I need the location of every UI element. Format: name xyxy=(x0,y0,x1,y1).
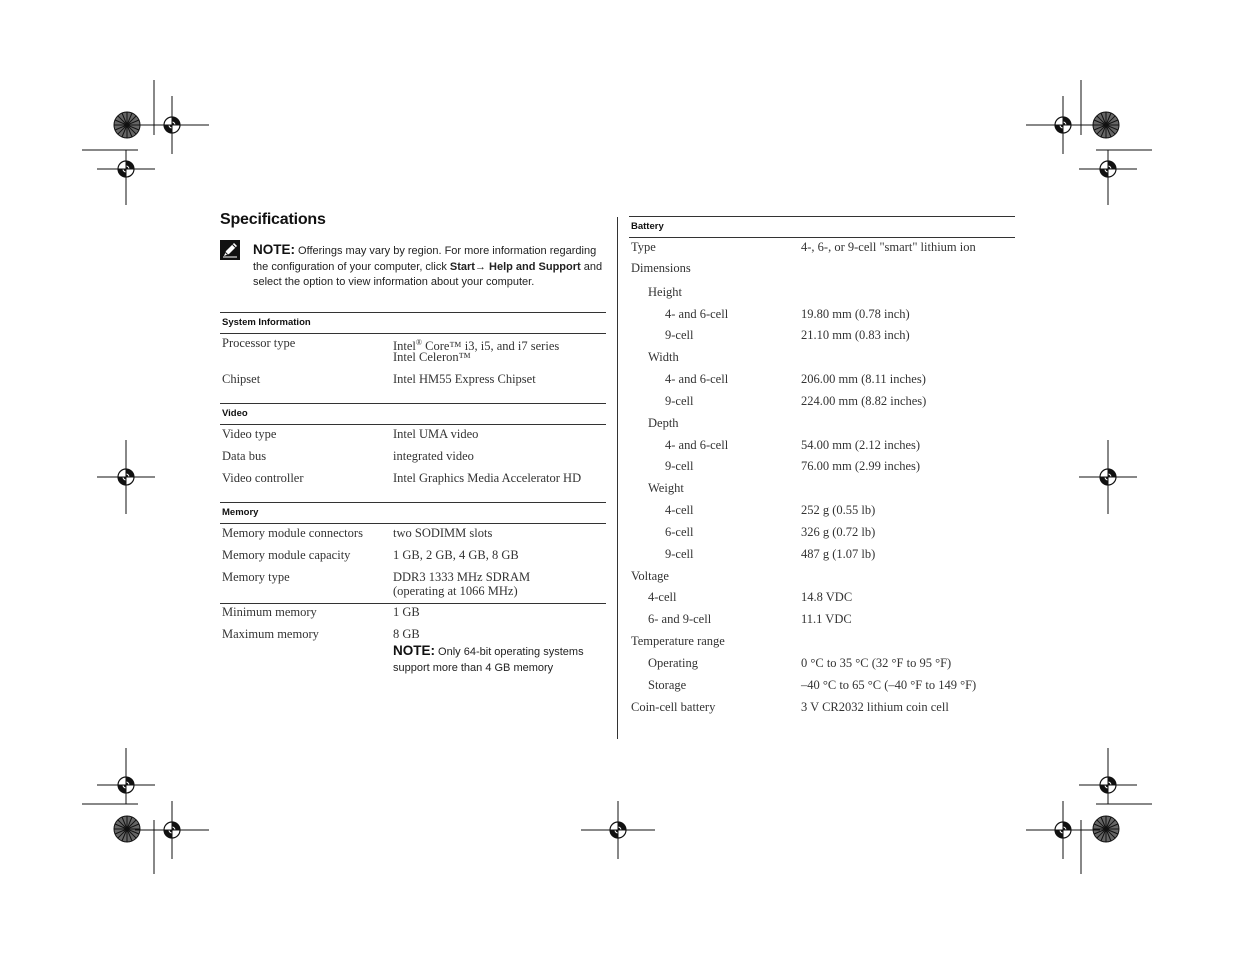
start-menu-ref: Start xyxy=(449,260,475,273)
battery-type-value: 4-, 6-, or 9-cell "smart" lithium ion xyxy=(801,240,976,254)
note-label: NOTE: xyxy=(393,643,435,658)
coin-cell-battery-label: Coin-cell battery xyxy=(631,700,716,714)
voltage-69-value: 11.1 VDC xyxy=(801,612,852,626)
depth-label: Depth xyxy=(648,416,679,430)
maximum-memory-label: Maximum memory xyxy=(222,627,319,641)
memory-type-value: DDR3 1333 MHz SDRAM xyxy=(393,570,531,584)
page-title: Specifications xyxy=(220,211,326,228)
note-64bit xyxy=(393,643,608,676)
operating-temp-label: Operating xyxy=(648,656,698,670)
depth-46-label: 4- and 6-cell xyxy=(665,438,729,452)
minimum-memory-label: Minimum memory xyxy=(222,605,317,619)
section-header-battery: Battery xyxy=(629,216,1015,238)
note-text: Offerings may vary by region. For more information regarding the configuration of your computer, click xyxy=(253,245,597,273)
data-bus-label: Data bus xyxy=(222,449,267,463)
arrow-icon: → xyxy=(474,260,486,273)
weight-label: Weight xyxy=(648,481,684,495)
section-header-video: Video xyxy=(220,403,606,425)
section-header-system-information: System Information xyxy=(220,312,606,334)
weight-4-value: 252 g (0.55 lb) xyxy=(801,503,876,517)
registered-mark: ® xyxy=(415,338,422,347)
temperature-range-label: Temperature range xyxy=(631,634,725,648)
weight-9-value: 487 g (1.07 lb) xyxy=(801,547,876,561)
memory-capacity-value: 1 GB, 2 GB, 4 GB, 8 GB xyxy=(393,548,519,562)
processor-type-value-2: Intel Celeron™ xyxy=(393,350,471,364)
voltage-4-label: 4-cell xyxy=(648,590,677,604)
height-46-value: 19.80 mm (0.78 inch) xyxy=(801,307,910,321)
processor-series: Core™ i3, i5, and i7 series xyxy=(422,339,560,354)
weight-6-label: 6-cell xyxy=(665,525,694,539)
note-text: Only 64-bit operating systems support more than 4 GB memory xyxy=(393,646,584,674)
voltage-label: Voltage xyxy=(631,569,669,583)
weight-6-value: 326 g (0.72 lb) xyxy=(801,525,876,539)
memory-type-value-2: (operating at 1066 MHz) xyxy=(393,584,518,598)
height-label: Height xyxy=(648,285,683,299)
width-46-label: 4- and 6-cell xyxy=(665,372,729,386)
height-46-label: 4- and 6-cell xyxy=(665,307,729,321)
weight-9-label: 9-cell xyxy=(665,547,694,561)
video-controller-value: Intel Graphics Media Accelerator HD xyxy=(393,471,582,485)
coin-cell-battery-value: 3 V CR2032 lithium coin cell xyxy=(801,700,949,714)
help-support-ref: Help and Support xyxy=(485,260,581,273)
width-label: Width xyxy=(648,350,679,364)
note-pencil-icon xyxy=(220,240,240,260)
depth-46-value: 54.00 mm (2.12 inches) xyxy=(801,438,921,452)
note-offerings xyxy=(253,242,605,291)
divider xyxy=(220,603,606,604)
minimum-memory-value: 1 GB xyxy=(393,605,420,619)
video-type-value: Intel UMA video xyxy=(393,427,479,441)
depth-9-value: 76.00 mm (2.99 inches) xyxy=(801,459,921,473)
width-9-label: 9-cell xyxy=(665,394,694,408)
width-46-value: 206.00 mm (8.11 inches) xyxy=(801,372,926,386)
note-text-end: and select the option to view information about your computer. xyxy=(253,260,603,288)
storage-temp-label: Storage xyxy=(648,678,687,692)
star-target-bottom-right xyxy=(1093,816,1119,842)
memory-capacity-label: Memory module capacity xyxy=(222,548,351,562)
voltage-4-value: 14.8 VDC xyxy=(801,590,853,604)
height-9-value: 21.10 mm (0.83 inch) xyxy=(801,328,910,342)
memory-type-label: Memory type xyxy=(222,570,290,584)
operating-temp-value: 0 °C to 35 °C (32 °F to 95 °F) xyxy=(801,656,952,670)
chipset-value: Intel HM55 Express Chipset xyxy=(393,372,536,386)
dimensions-label: Dimensions xyxy=(631,261,691,275)
data-bus-value: integrated video xyxy=(393,449,474,463)
processor-type-label: Processor type xyxy=(222,336,296,350)
depth-9-label: 9-cell xyxy=(665,459,694,473)
star-target-bottom-left xyxy=(114,816,140,842)
column-divider xyxy=(617,217,618,739)
weight-4-label: 4-cell xyxy=(665,503,694,517)
width-9-value: 224.00 mm (8.82 inches) xyxy=(801,394,927,408)
memory-connectors-label: Memory module connectors xyxy=(222,526,363,540)
chipset-label: Chipset xyxy=(222,372,261,386)
processor-brand: Intel xyxy=(393,339,416,354)
battery-type-label: Type xyxy=(631,240,656,254)
height-9-label: 9-cell xyxy=(665,328,694,342)
storage-temp-value: –40 °C to 65 °C (–40 °F to 149 °F) xyxy=(801,678,977,692)
video-type-label: Video type xyxy=(222,427,277,441)
section-header-memory: Memory xyxy=(220,502,606,524)
memory-connectors-value: two SODIMM slots xyxy=(393,526,493,540)
note-label: NOTE: xyxy=(253,242,295,257)
voltage-69-label: 6- and 9-cell xyxy=(648,612,712,626)
maximum-memory-value: 8 GB xyxy=(393,627,420,641)
video-controller-label: Video controller xyxy=(222,471,304,485)
